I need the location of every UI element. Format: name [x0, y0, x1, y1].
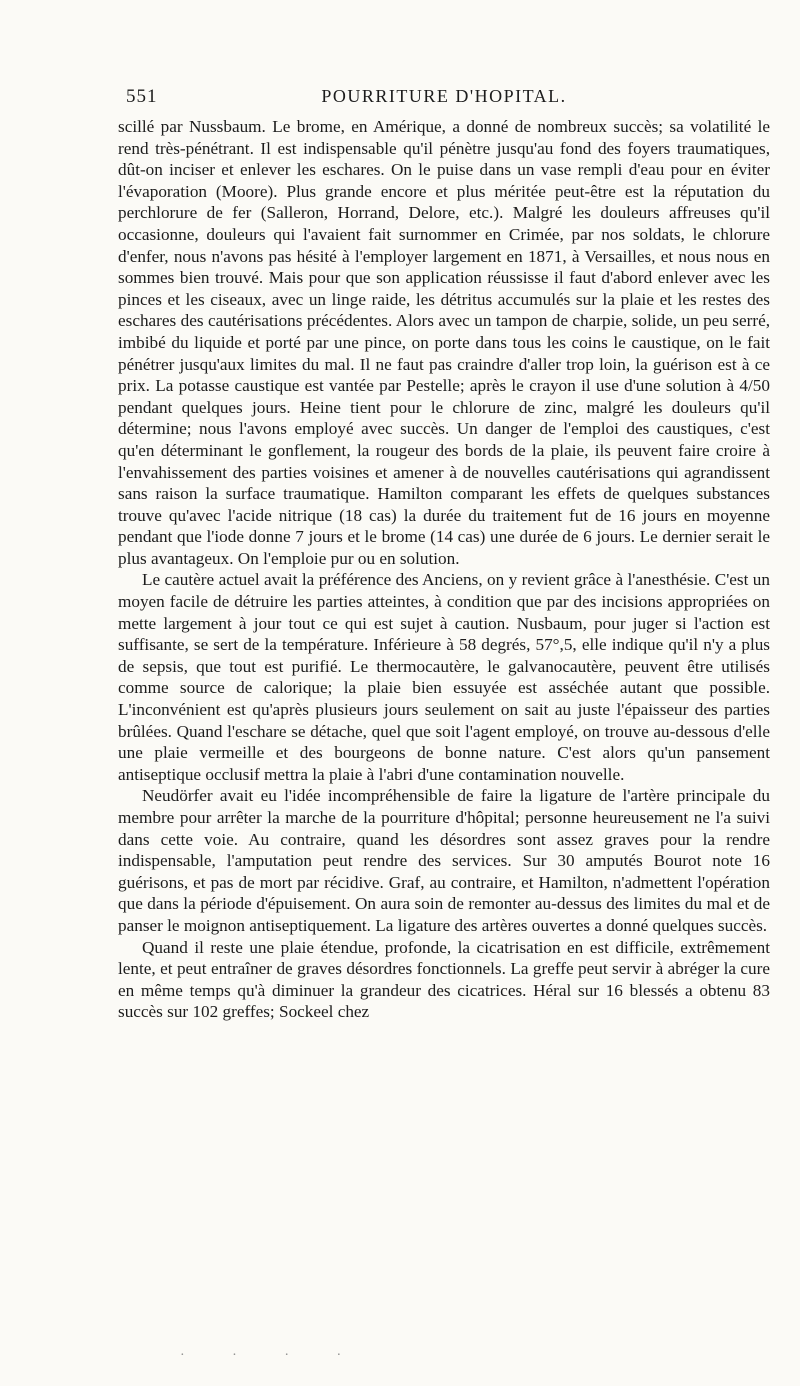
paragraph-ligature: Neudörfer avait eu l'idée incompréhensible de faire la ligature de l'artère principale du membre pour arrêter la marche de la pourriture d'hôpital; personne heureusement ne l'a suivi dans cette voie. Au contraire, quand les désordres sont assez graves pour la rendre indispensable, l'amputation peut rendre des services. Sur 30 amputés Bourot note 16 guérisons, et pas de mort par récidive. Graf, au contraire, et Hamilton, n'admettent l'opération que dans la période d'épuisement. On aura soin de remonter au-dessus des limites du mal et de panser le moignon antiseptiquement. La ligature des artères ouvertes a donné quelques succès. [118, 786, 770, 935]
body-text [118, 116, 770, 1023]
footer-specks: · · · · [180, 1348, 364, 1363]
page-number: 551 [126, 86, 158, 107]
paragraph-greffe: Quand il reste une plaie étendue, profonde, la cicatrisation en est difficile, extrêmement lente, et peut entraîner de graves désordres fonctionnels. La greffe peut servir à abréger la cure en même temps qu'à diminuer la grandeur des cicatrices. Héral sur 16 blessés a obtenu 83 succès sur 102 greffes; Sockeel chez [118, 937, 770, 1022]
paragraph-cautere: Le cautère actuel avait la préférence des Anciens, on y revient grâce à l'anesthésie. C'est un moyen facile de détruire les parties atteintes, à condition que par des incisions appropriées on mette largement à jour tout ce qui est sujet à caution. Nusbaum, pour juger si l'action est suffisante, se sert de la température. Inférieure à 58 degrés, 57°,5, elle indique qu'il n'y a plus de sepsis, que tout est purifié. Le thermocautère, le galvanocautère, peuvent être utilisés comme source de calorique; la plaie bien essuyée est asséchée autant que possible. L'inconvénient est qu'après plusieurs jours seulement on sait au juste l'épaisseur des parties brûlées. Quand l'eschare se détache, quel que soit l'agent employé, on trouve au-dessous d'elle une plaie vermeille et des bourgeons de bonne nature. C'est alors qu'un pansement antiseptique occlusif mettra la plaie à l'abri d'une contamination nouvelle. [118, 570, 770, 784]
running-title: POURRITURE D'HOPITAL. [321, 86, 567, 106]
running-head [118, 86, 770, 112]
paragraph-perchlorure: scillé par Nussbaum. Le brome, en Amérique, a donné de nombreux succès; sa volatilité le rend très-pénétrant. Il est indispensable qu'il pénètre jusqu'au fond des foyers traumatiques, dût-on inciser et enlever les eschares. On le puise dans un vase rempli d'eau pour en éviter l'évaporation (Moore). Plus grande encore et plus méritée peut-être est la réputation du perchlorure de fer (Salleron, Horrand, Delore, etc.). Malgré les douleurs affreuses qu'il occasionne, douleurs qui l'avaient fait surnommer en Crimée, par nos soldats, le chlorure d'enfer, nous n'avons pas hésité à l'employer largement en 1871, à Versailles, et nous nous en sommes bien trouvé. Mais pour que son application réussisse il faut d'abord enlever avec les pinces et les ciseaux, avec un linge raide, les détritus accumulés sur la plaie et les restes des eschares des cautérisations précédentes. Alors avec un tampon de charpie, solide, un peu serré, imbibé du liquide et porté par une pince, on porte dans tous les coins le caustique, on le fait pénétrer jusqu'aux limites du mal. Il ne faut pas craindre d'aller trop loin, la guérison est à ce prix. La potasse caustique est vantée par Pestelle; après le crayon il use d'une solution à 4/50 pendant quelques jours. Heine tient pour le chlorure de zinc, malgré les douleurs qu'il détermine; nous l'avons employé avec succès. Un danger de l'emploi des caustiques, c'est qu'en déterminant le gonflement, la rougeur des bords de la plaie, ils peuvent faire croire à l'envahissement des parties voisines et amener à de nouvelles cautérisations qui agrandissent sans raison la surface traumatique. Hamilton comparant les effets de quelques substances trouve qu'avec l'acide nitrique (18 cas) la durée du traitement fut de 16 jours en moyenne pendant que l'iode donne 7 jours et le brome (14 cas) une durée de 6 jours. Le dernier serait le plus avantageux. On l'emploie pur ou en solution. [118, 117, 770, 568]
